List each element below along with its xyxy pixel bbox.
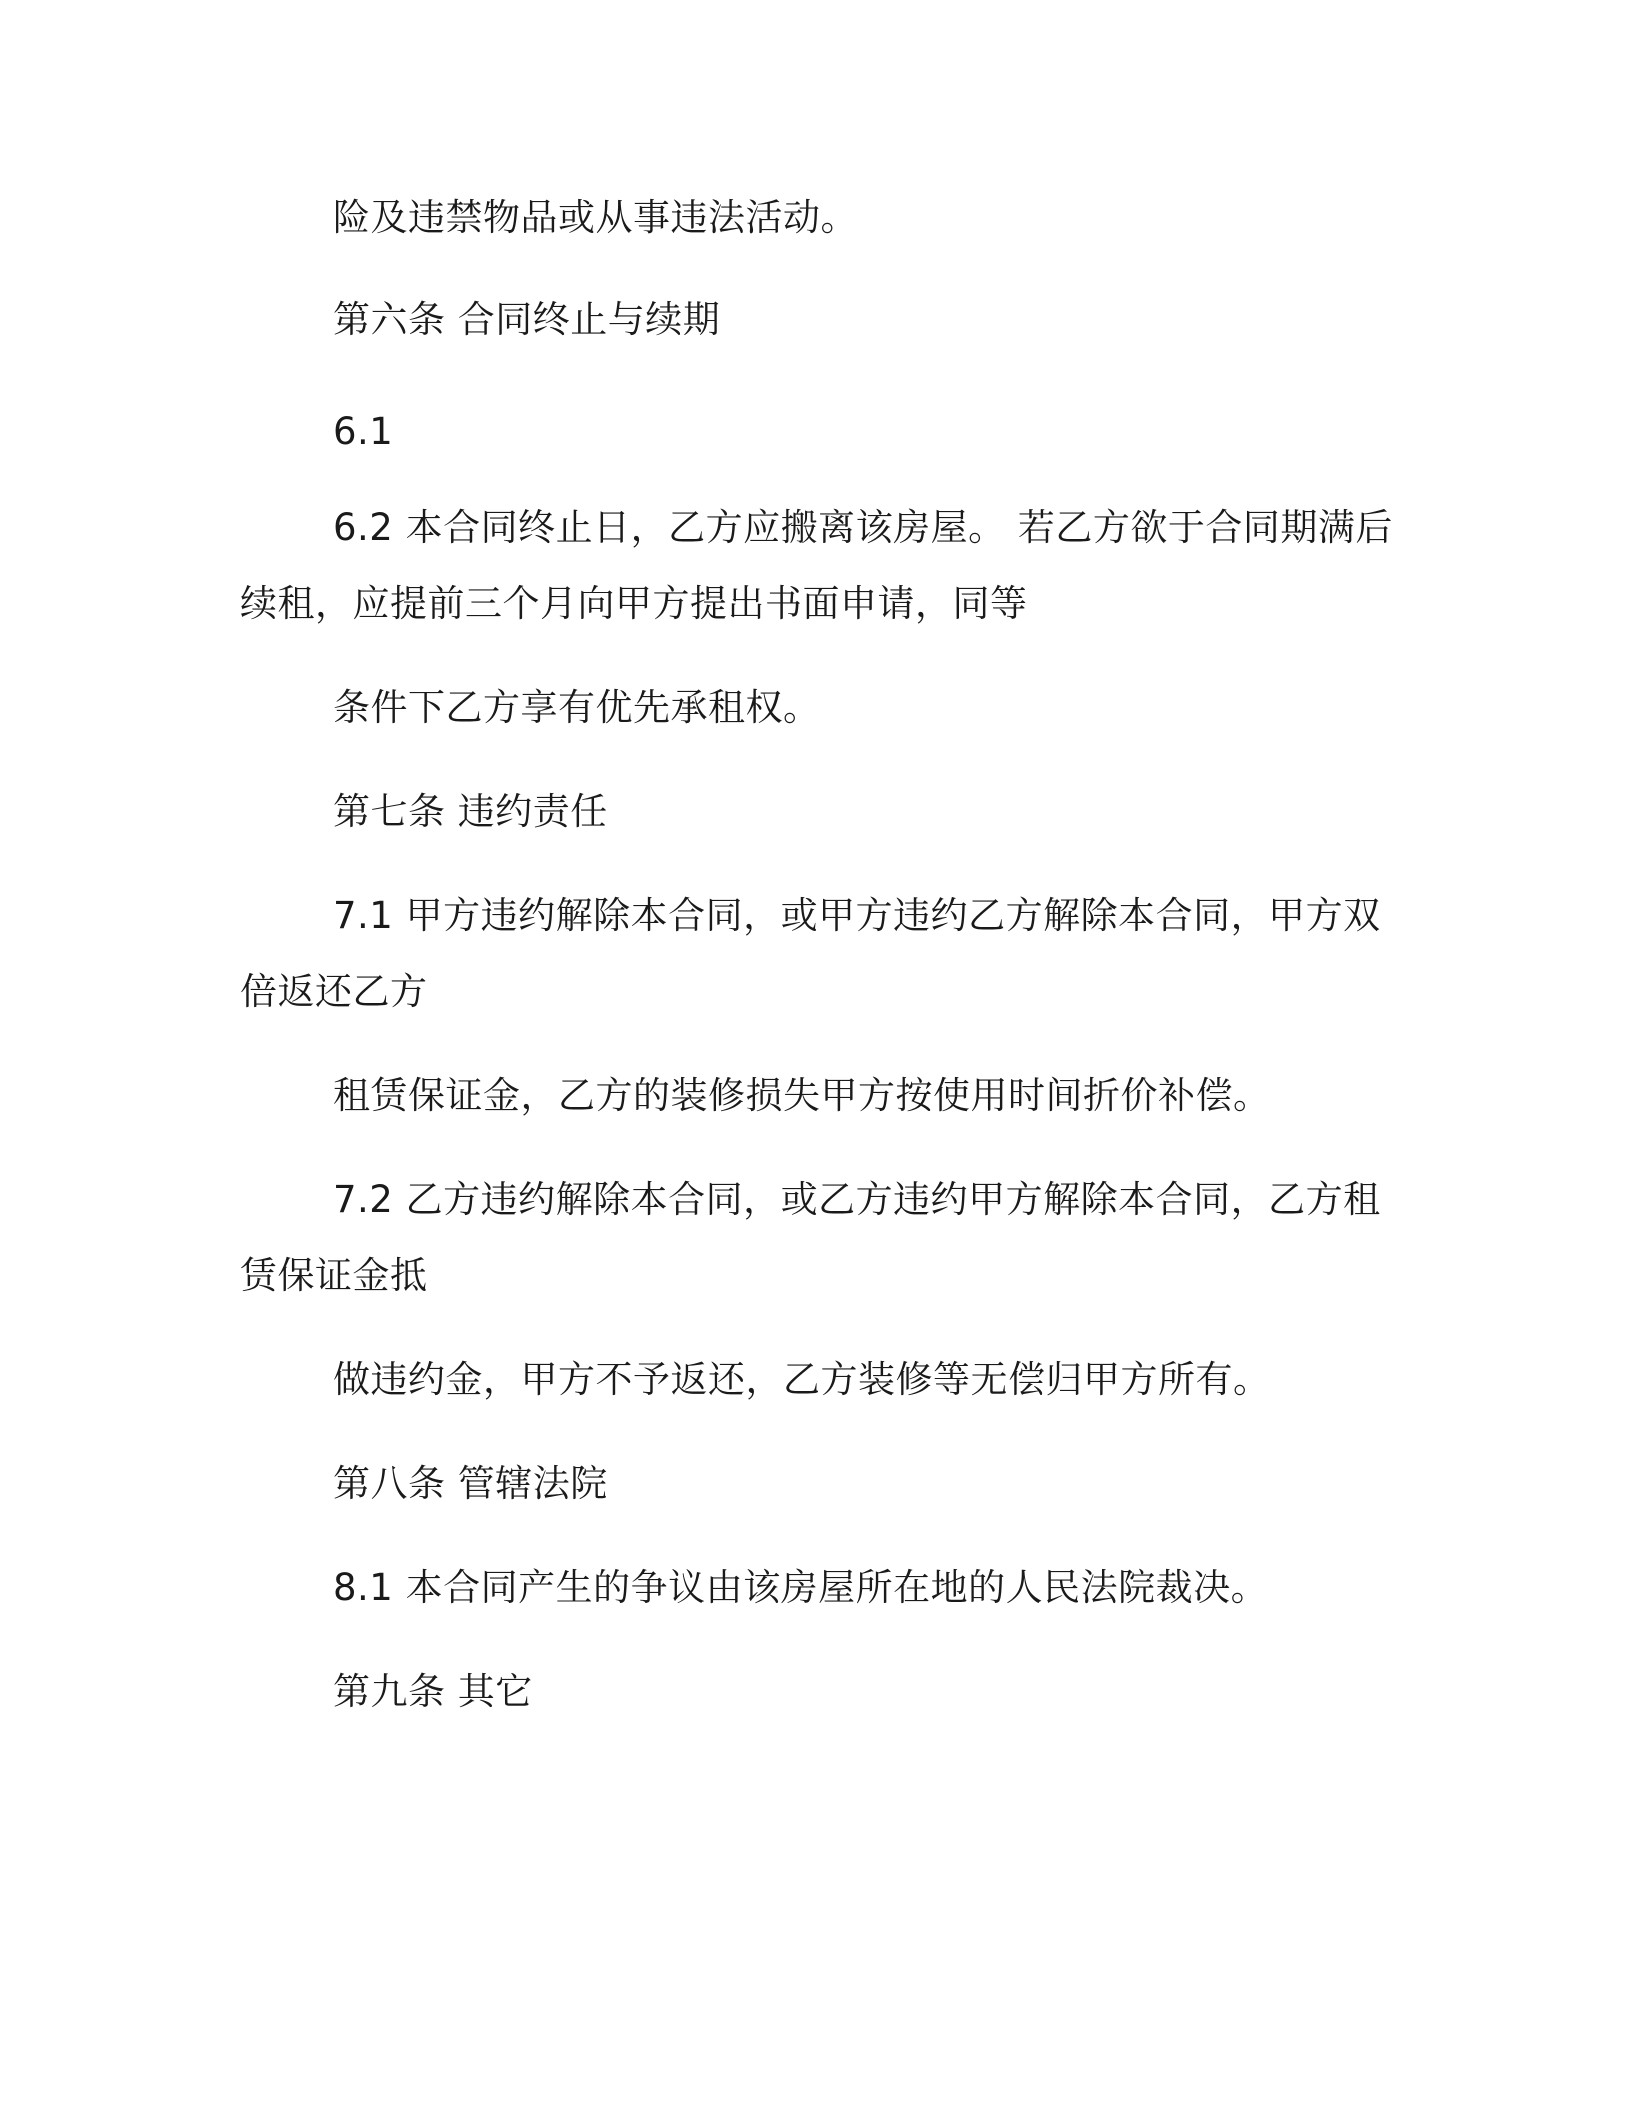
paragraph-line: 赁保证金抵 bbox=[240, 1254, 428, 1297]
paragraph-line: 险及违禁物品或从事违法活动。 bbox=[333, 196, 858, 239]
paragraph-line: 续租，应提前三个月向甲方提出书面申请，同等 bbox=[240, 582, 1028, 625]
paragraph-line: 条件下乙方享有优先承租权。 bbox=[333, 686, 821, 729]
article-heading: 第七条 违约责任 bbox=[333, 790, 608, 833]
article-heading: 第九条 其它 bbox=[333, 1670, 533, 1713]
paragraph-line: 6.2 本合同终止日，乙方应搬离该房屋。 若乙方欲于合同期满后 bbox=[333, 506, 1393, 549]
paragraph-line: 7.2 乙方违约解除本合同，或乙方违约甲方解除本合同，乙方租 bbox=[333, 1178, 1381, 1221]
paragraph-line: 做违约金，甲方不予返还，乙方装修等无偿归甲方所有。 bbox=[333, 1358, 1271, 1401]
paragraph-line: 8.1 本合同产生的争议由该房屋所在地的人民法院裁决。 bbox=[333, 1566, 1269, 1609]
paragraph-line: 倍返还乙方 bbox=[240, 970, 428, 1013]
article-heading: 第六条 合同终止与续期 bbox=[333, 298, 721, 341]
article-heading: 第八条 管辖法院 bbox=[333, 1462, 608, 1505]
clause-number: 6.1 bbox=[333, 410, 394, 453]
paragraph-line: 7.1 甲方违约解除本合同，或甲方违约乙方解除本合同，甲方双 bbox=[333, 894, 1381, 937]
paragraph-line: 租赁保证金，乙方的装修损失甲方按使用时间折价补偿。 bbox=[333, 1074, 1271, 1117]
